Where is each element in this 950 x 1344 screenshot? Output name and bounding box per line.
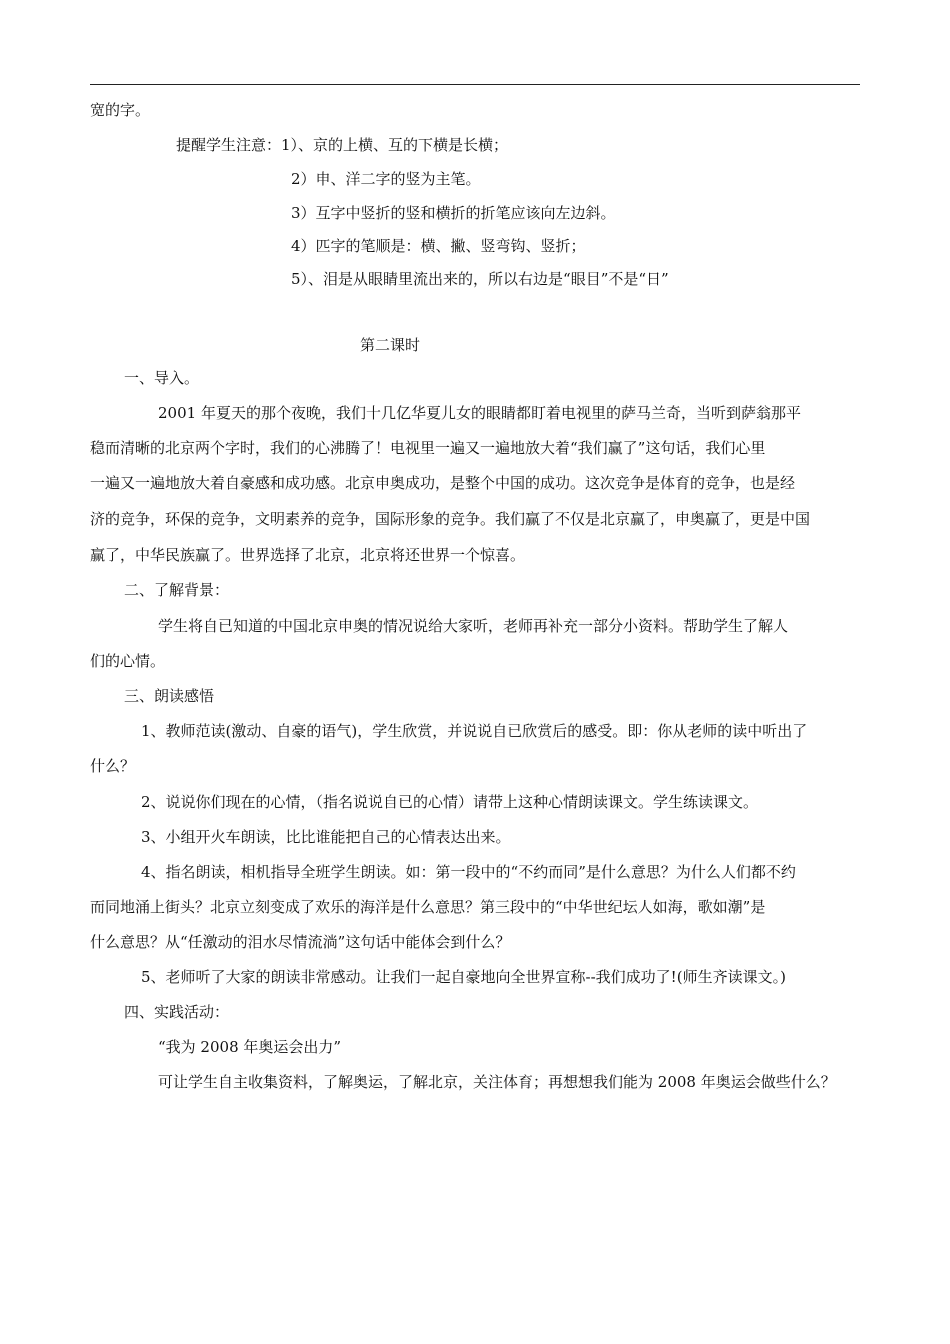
- practice-line-1: “我为 2008 年奥运会出力”: [158, 1038, 342, 1056]
- section-heading-reading: 三、朗读感悟: [124, 687, 215, 705]
- section-heading-intro: 一、导入。: [124, 369, 200, 387]
- reading-line-8: 5、老师听了大家的朗读非常感动。让我们一起自豪地向全世界宣称--我们成功了!(师生齐读课文。): [141, 968, 786, 986]
- intro-line-4: 济的竞争，环保的竞争，文明素养的竞争，国际形象的竞争。我们赢了不仅是北京赢了，申奥赢了，更是中国: [90, 510, 811, 528]
- reminder-line-3: 3）互字中竖折的竖和横折的折笔应该向左边斜。: [291, 204, 616, 222]
- intro-line-5: 赢了，中华民族赢了。世界选择了北京，北京将还世界一个惊喜。: [90, 546, 526, 564]
- intro-line-3: 一遍又一遍地放大着自豪感和成功感。北京申奥成功，是整个中国的成功。这次竞争是体育的竞争，也是经: [90, 474, 796, 492]
- reading-line-7: 什么意思？从“任激动的泪水尽情流淌”这句话中能体会到什么？: [90, 933, 511, 951]
- reminder-line-2: 2）申、洋二字的竖为主笔。: [291, 170, 481, 188]
- reading-line-3: 2、说说你们现在的心情，（指名说说自已的心情）请带上这种心情朗读课文。学生练读课文。: [141, 793, 759, 811]
- reading-line-5: 4、指名朗读，相机指导全班学生朗读。如：第一段中的“不约而同”是什么意思？为什么人们都不约: [141, 863, 796, 881]
- intro-line-2: 稳而清晰的北京两个字时，我们的心沸腾了！电视里一遍又一遍地放大着“我们赢了”这句话，我们心里: [90, 439, 766, 457]
- intro-line-1: 2001 年夏天的那个夜晚，我们十几亿华夏儿女的眼睛都盯着电视里的萨马兰奇，当听到萨翁那平: [158, 404, 801, 422]
- reading-line-6: 而同地涌上街头？北京立刻变成了欢乐的海洋是什么意思？第三段中的“中华世纪坛人如海，歌如潮”是: [90, 898, 766, 916]
- background-line-1: 学生将自已知道的中国北京申奥的情况说给大家听，老师再补充一部分小资料。帮助学生了解人: [158, 617, 789, 635]
- practice-line-2: 可让学生自主收集资料，了解奥运，了解北京，关注体育；再想想我们能为 2008 年奥运会做些什么？: [158, 1073, 836, 1091]
- background-line-2: 们的心情。: [90, 652, 166, 670]
- reminder-line-4: 4）匹字的笔顺是：横、撇、竖弯钩、竖折；: [291, 237, 586, 255]
- reminder-line-1: 提醒学生注意：1）、京的上横、互的下横是长横；: [176, 136, 509, 154]
- lesson-title: 第二课时: [360, 336, 421, 354]
- reading-line-2: 什么？: [90, 757, 136, 775]
- section-heading-practice: 四、实践活动：: [124, 1003, 230, 1021]
- continuation-text: 宽的字。: [90, 101, 151, 119]
- header-rule: [90, 84, 860, 85]
- reminder-line-5: 5）、泪是从眼睛里流出来的，所以右边是“眼目”不是“日”: [291, 270, 669, 288]
- reading-line-1: 1、教师范读(激动、自豪的语气)，学生欣赏，并说说自已欣赏后的感受。即：你从老师的读中听出了: [141, 722, 808, 740]
- reading-line-4: 3、小组开火车朗读，比比谁能把自己的心情表达出来。: [141, 828, 511, 846]
- section-heading-background: 二、了解背景：: [124, 581, 230, 599]
